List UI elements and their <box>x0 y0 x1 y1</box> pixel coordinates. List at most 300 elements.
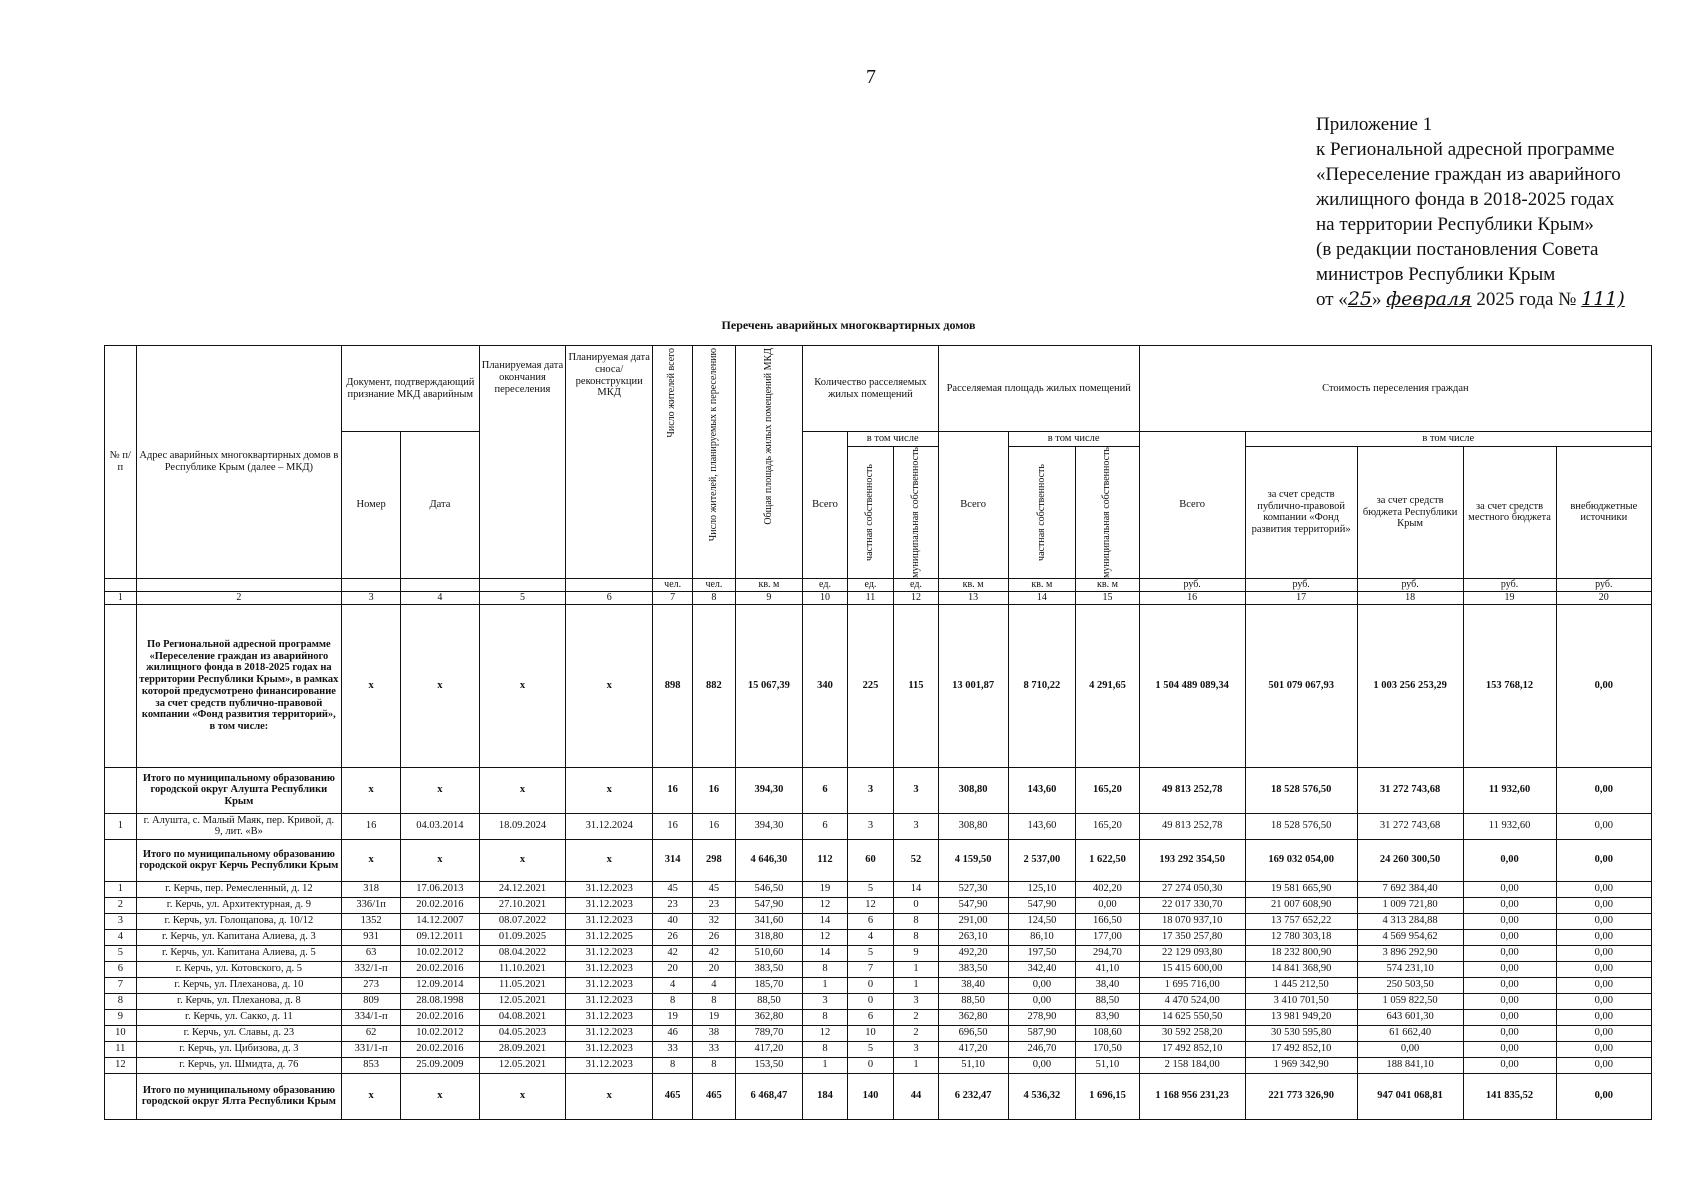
table-cell: 18 232 800,90 <box>1245 945 1357 961</box>
table-cell: 22 129 093,80 <box>1139 945 1245 961</box>
header-residents: Число жителей всего <box>666 348 678 438</box>
table-cell: 1 059 822,50 <box>1357 993 1463 1009</box>
table-cell: 31.12.2023 <box>566 1025 653 1041</box>
table-cell: 16 <box>693 813 735 839</box>
table-cell: 32 <box>693 913 735 929</box>
table-cell: 0,00 <box>1463 1041 1556 1057</box>
table-cell: 08.07.2022 <box>479 913 566 929</box>
table-cell: 931 <box>342 929 401 945</box>
table-row <box>105 1057 1652 1073</box>
table-cell: 14 625 550,50 <box>1139 1009 1245 1025</box>
table-cell: 308,80 <box>938 767 1008 813</box>
table-cell: 402,20 <box>1076 881 1140 897</box>
column-number: 3 <box>342 591 401 604</box>
table-cell: 31.12.2023 <box>566 1041 653 1057</box>
table-cell: 6 <box>803 813 847 839</box>
table-cell: 341,60 <box>735 913 803 929</box>
table-cell: 6 <box>803 767 847 813</box>
table-cell: 0,00 <box>1556 897 1651 913</box>
table-cell: 124,50 <box>1008 913 1076 929</box>
table-cell: 3 <box>105 913 137 929</box>
table-cell: 25.09.2009 <box>401 1057 479 1073</box>
table-cell: x <box>342 839 401 881</box>
unit-cell: ед. <box>847 578 894 591</box>
table-cell: 291,00 <box>938 913 1008 929</box>
unit-cell: кв. м <box>735 578 803 591</box>
table-cell: 8 <box>105 993 137 1009</box>
table-cell: 19 581 665,90 <box>1245 881 1357 897</box>
table-cell: 108,60 <box>1076 1025 1140 1041</box>
header-cost: Стоимость переселения граждан <box>1139 346 1651 432</box>
column-number: 18 <box>1357 591 1463 604</box>
header-area-including: в том числе <box>1008 432 1139 447</box>
table-cell: 1 504 489 089,34 <box>1139 604 1245 767</box>
table-cell: 16 <box>693 767 735 813</box>
address-cell: г. Керчь, ул. Плеханова, д. 8 <box>136 993 341 1009</box>
table-cell: 0,00 <box>1463 1025 1556 1041</box>
table-cell: 19 <box>803 881 847 897</box>
table-cell: 0,00 <box>1556 1009 1651 1025</box>
table-cell: 510,60 <box>735 945 803 961</box>
table-cell: 0,00 <box>1556 813 1651 839</box>
table-cell: 789,70 <box>735 1025 803 1041</box>
table-cell: 45 <box>693 881 735 897</box>
table-cell: 17 492 852,10 <box>1139 1041 1245 1057</box>
unit-cell: руб. <box>1357 578 1463 591</box>
address-cell: По Региональной адресной программе «Переселение граждан из аварийного жилищного фонда в 2018-2025 годах на территории Республики Крым», в рамках которой предусмотрено финансирование за счет средств публично-правовой компании «Фонд развития территорий», в том числе: <box>136 604 341 767</box>
table-cell: 20.02.2016 <box>401 897 479 913</box>
unit-cell: руб. <box>1556 578 1651 591</box>
table-cell: 0,00 <box>1556 929 1651 945</box>
table-cell: 8 <box>894 913 938 929</box>
table-cell: 45 <box>653 881 693 897</box>
header-cost-total: Всего <box>1139 432 1245 579</box>
table-cell: 23 <box>693 897 735 913</box>
table-cell: 18 528 576,50 <box>1245 767 1357 813</box>
table-cell: 193 292 354,50 <box>1139 839 1245 881</box>
table-cell: 31.12.2023 <box>566 897 653 913</box>
table-cell: 527,30 <box>938 881 1008 897</box>
appendix-line: к Региональной адресной программе <box>1316 139 1615 160</box>
table-cell: 42 <box>653 945 693 961</box>
table-cell: x <box>566 1073 653 1119</box>
table-cell: 2 <box>105 897 137 913</box>
table-cell: 314 <box>653 839 693 881</box>
handwritten-month: февраля <box>1386 288 1472 310</box>
column-number: 13 <box>938 591 1008 604</box>
table-cell: 20 <box>653 961 693 977</box>
table-cell: 26 <box>653 929 693 945</box>
address-cell: г. Керчь, ул. Плеханова, д. 10 <box>136 977 341 993</box>
address-cell: г. Алушта, с. Малый Маяк, пер. Кривой, д. 9, лит. «В» <box>136 813 341 839</box>
address-cell: г. Керчь, ул. Шмидта, д. 76 <box>136 1057 341 1073</box>
column-number: 14 <box>1008 591 1076 604</box>
header-num: № п/ п <box>105 346 137 579</box>
header-resettled-area: Расселяемая площадь жилых помещений <box>938 346 1139 432</box>
table-cell: 12 <box>803 897 847 913</box>
table-cell: 4 <box>693 977 735 993</box>
date-prefix: от « <box>1316 289 1348 310</box>
table-cell: 340 <box>803 604 847 767</box>
table-cell: 51,10 <box>1076 1057 1140 1073</box>
table-cell: 11 932,60 <box>1463 813 1556 839</box>
table-cell: 13 001,87 <box>938 604 1008 767</box>
table-cell: 09.12.2011 <box>401 929 479 945</box>
table-cell: 417,20 <box>938 1041 1008 1057</box>
table-cell: 947 041 068,81 <box>1357 1073 1463 1119</box>
table-cell: 0,00 <box>1556 913 1651 929</box>
table-cell: 27 274 050,30 <box>1139 881 1245 897</box>
table-cell: 898 <box>653 604 693 767</box>
table-cell: x <box>479 1073 566 1119</box>
table-cell: 0,00 <box>1357 1041 1463 1057</box>
table-body <box>105 604 1652 1119</box>
table-cell: 38,40 <box>1076 977 1140 993</box>
table-cell: 22 017 330,70 <box>1139 897 1245 913</box>
header-document: Документ, подтверждающий признание МКД аварийным <box>342 346 480 432</box>
table-cell: 19 <box>653 1009 693 1025</box>
table-cell: 4 <box>653 977 693 993</box>
table-cell: 18.09.2024 <box>479 813 566 839</box>
table-row <box>105 945 1652 961</box>
date-mid: » <box>1372 289 1387 310</box>
table-cell: 334/1-п <box>342 1009 401 1025</box>
table-cell: 16 <box>653 767 693 813</box>
table-cell: 115 <box>894 604 938 767</box>
table-cell: 14.12.2007 <box>401 913 479 929</box>
table-cell: 88,50 <box>1076 993 1140 1009</box>
table-cell: 0,00 <box>1463 977 1556 993</box>
table-cell: 0,00 <box>1463 897 1556 913</box>
table-cell: 9 <box>894 945 938 961</box>
table-cell: 2 537,00 <box>1008 839 1076 881</box>
table-cell: 170,50 <box>1076 1041 1140 1057</box>
address-cell: г. Керчь, ул. Цибизова, д. 3 <box>136 1041 341 1057</box>
table-cell: 21 007 608,90 <box>1245 897 1357 913</box>
table-cell: 18 070 937,10 <box>1139 913 1245 929</box>
table-cell: 587,90 <box>1008 1025 1076 1041</box>
table-cell: 5 <box>847 945 894 961</box>
table-subtotal-row <box>105 604 1652 767</box>
table-cell <box>105 1073 137 1119</box>
table-cell: 4 291,65 <box>1076 604 1140 767</box>
address-cell: г. Керчь, ул. Сакко, д. 11 <box>136 1009 341 1025</box>
address-cell: г. Керчь, ул. Архитектурная, д. 9 <box>136 897 341 913</box>
table-cell: 882 <box>693 604 735 767</box>
table-cell: 0 <box>894 897 938 913</box>
column-number: 20 <box>1556 591 1651 604</box>
table-cell: x <box>342 604 401 767</box>
address-cell: г. Керчь, ул. Славы, д. 23 <box>136 1025 341 1041</box>
table-cell: 225 <box>847 604 894 767</box>
table-cell: 31 272 743,68 <box>1357 767 1463 813</box>
column-number: 1 <box>105 591 137 604</box>
table-cell: 1 445 212,50 <box>1245 977 1357 993</box>
table-cell: 177,00 <box>1076 929 1140 945</box>
table-cell: 8 <box>803 1009 847 1025</box>
table-cell: 12 <box>803 1025 847 1041</box>
table-cell: 12 780 303,18 <box>1245 929 1357 945</box>
table-cell: 1 <box>803 1057 847 1073</box>
table-subtotal-row <box>105 1073 1652 1119</box>
table-cell: 5 <box>847 1041 894 1057</box>
table-cell: 2 158 184,00 <box>1139 1057 1245 1073</box>
table-cell: 3 <box>803 993 847 1009</box>
table-cell: 6 <box>105 961 137 977</box>
address-cell: г. Керчь, ул. Капитана Алиева, д. 3 <box>136 929 341 945</box>
buildings-table <box>104 345 1652 1120</box>
column-number: 12 <box>894 591 938 604</box>
table-cell: 465 <box>653 1073 693 1119</box>
table-cell: 169 032 054,00 <box>1245 839 1357 881</box>
table-row <box>105 813 1652 839</box>
column-number: 7 <box>653 591 693 604</box>
table-cell: 17.06.2013 <box>401 881 479 897</box>
header-address: Адрес аварийных многоквартирных домов в Республике Крым (далее – МКД) <box>136 346 341 579</box>
table-cell: 01.09.2025 <box>479 929 566 945</box>
table-cell: 0,00 <box>1556 945 1651 961</box>
table-cell: 17 350 257,80 <box>1139 929 1245 945</box>
table-cell: 49 813 252,78 <box>1139 813 1245 839</box>
table-cell: 4 159,50 <box>938 839 1008 881</box>
appendix-block <box>1316 112 1676 312</box>
header-planned-end: Планируемая дата окончания переселения <box>479 346 566 579</box>
table-cell: 31.12.2023 <box>566 1057 653 1073</box>
table-cell: 1 <box>105 813 137 839</box>
appendix-line: жилищного фонда в 2018-2025 годах <box>1316 189 1615 210</box>
table-cell: 20.02.2016 <box>401 1041 479 1057</box>
table-cell: 6 468,47 <box>735 1073 803 1119</box>
table-cell: 1 969 342,90 <box>1245 1057 1357 1073</box>
table-cell: 0,00 <box>1556 1041 1651 1057</box>
table-cell: 04.03.2014 <box>401 813 479 839</box>
table-cell: 0,00 <box>1556 1025 1651 1041</box>
table-cell: 11.05.2021 <box>479 977 566 993</box>
table-cell: 7 <box>847 961 894 977</box>
table-cell: 2 <box>894 1025 938 1041</box>
table-cell: x <box>566 767 653 813</box>
table-cell: 51,10 <box>938 1057 1008 1073</box>
table-cell: 27.10.2021 <box>479 897 566 913</box>
table-subtotal-row <box>105 767 1652 813</box>
address-cell: г. Керчь, ул. Капитана Алиева, д. 5 <box>136 945 341 961</box>
address-cell: Итого по муниципальному образованию городской округ Алушта Республики Крым <box>136 767 341 813</box>
table-cell: 0,00 <box>1463 929 1556 945</box>
table-cell: 1 <box>894 961 938 977</box>
table-row <box>105 913 1652 929</box>
table-cell: 166,50 <box>1076 913 1140 929</box>
table-cell: 11 <box>105 1041 137 1057</box>
table-cell: 0,00 <box>1556 604 1651 767</box>
table-cell: 31.12.2024 <box>566 813 653 839</box>
table-cell: 1 <box>803 977 847 993</box>
table-cell: 12.05.2021 <box>479 1057 566 1073</box>
table-cell: 31.12.2023 <box>566 977 653 993</box>
table-cell: 143,60 <box>1008 767 1076 813</box>
table-cell: 0,00 <box>1463 1009 1556 1025</box>
column-number: 4 <box>401 591 479 604</box>
table-cell: 44 <box>894 1073 938 1119</box>
table-cell: x <box>401 839 479 881</box>
table-cell: 5 <box>105 945 137 961</box>
table-cell: 165,20 <box>1076 767 1140 813</box>
header-doc-date: Дата <box>401 432 479 579</box>
table-cell: 0,00 <box>1463 839 1556 881</box>
table-cell: 8 <box>894 929 938 945</box>
table-cell: 38 <box>693 1025 735 1041</box>
table-cell: x <box>566 839 653 881</box>
header-rooms-private: частная собственность <box>864 463 876 561</box>
table-cell: 20.02.2016 <box>401 1009 479 1025</box>
table-cell: 0 <box>847 977 894 993</box>
header-area-private: частная собственность <box>1035 463 1047 561</box>
column-number: 9 <box>735 591 803 604</box>
table-row <box>105 961 1652 977</box>
table-cell: 28.08.1998 <box>401 993 479 1009</box>
table-cell: 8 <box>693 1057 735 1073</box>
table-cell: 165,20 <box>1076 813 1140 839</box>
table-cell: 141 835,52 <box>1463 1073 1556 1119</box>
table-cell: 547,90 <box>735 897 803 913</box>
table-cell: 16 <box>653 813 693 839</box>
header-area-total: Всего <box>938 432 1008 579</box>
column-number: 5 <box>479 591 566 604</box>
table-cell: x <box>401 604 479 767</box>
table-cell <box>105 767 137 813</box>
table-cell: 28.09.2021 <box>479 1041 566 1057</box>
table-cell: 153 768,12 <box>1463 604 1556 767</box>
header-rooms-municipal: муниципальная собственность <box>909 447 921 578</box>
table-cell: 546,50 <box>735 881 803 897</box>
table-cell: 332/1-п <box>342 961 401 977</box>
table-cell: 31.12.2023 <box>566 881 653 897</box>
table-cell: 30 592 258,20 <box>1139 1025 1245 1041</box>
table-cell: 04.05.2023 <box>479 1025 566 1041</box>
table-cell: 336/1п <box>342 897 401 913</box>
table-cell: 6 <box>847 913 894 929</box>
table-cell: 14 841 368,90 <box>1245 961 1357 977</box>
table-cell: 140 <box>847 1073 894 1119</box>
table-cell: 8 <box>693 993 735 1009</box>
table-cell: 10.02.2012 <box>401 945 479 961</box>
table-cell: 88,50 <box>735 993 803 1009</box>
table-cell: 246,70 <box>1008 1041 1076 1057</box>
table-cell: 18 528 576,50 <box>1245 813 1357 839</box>
header-rooms-including: в том числе <box>847 432 938 447</box>
table-cell: 26 <box>693 929 735 945</box>
table-cell: x <box>479 767 566 813</box>
table-cell: 83,90 <box>1076 1009 1140 1025</box>
table-row <box>105 1041 1652 1057</box>
table-cell: 3 <box>894 813 938 839</box>
table-cell: 17 492 852,10 <box>1245 1041 1357 1057</box>
table-cell: 7 <box>105 977 137 993</box>
table-cell: 547,90 <box>1008 897 1076 913</box>
table-cell: 0,00 <box>1556 961 1651 977</box>
unit-cell: чел. <box>653 578 693 591</box>
table-cell: 0,00 <box>1463 993 1556 1009</box>
table-cell: 13 981 949,20 <box>1245 1009 1357 1025</box>
header-cost-including: в том числе <box>1245 432 1651 447</box>
header-row-1 <box>105 346 1652 432</box>
table-cell: 6 232,47 <box>938 1073 1008 1119</box>
table-cell: x <box>566 604 653 767</box>
table-cell: 492,20 <box>938 945 1008 961</box>
table-cell: 31.12.2025 <box>566 929 653 945</box>
table-cell: 24.12.2021 <box>479 881 566 897</box>
table-cell: 31 272 743,68 <box>1357 813 1463 839</box>
table-cell: x <box>401 767 479 813</box>
table-cell: 04.08.2021 <box>479 1009 566 1025</box>
unit-cell: руб. <box>1139 578 1245 591</box>
table-cell: 853 <box>342 1057 401 1073</box>
header-fund: за счет средств публично-правовой компании «Фонд развития территорий» <box>1245 447 1357 579</box>
table-cell: 0,00 <box>1556 1073 1651 1119</box>
table-cell: 88,50 <box>938 993 1008 1009</box>
table-cell: 0,00 <box>1463 961 1556 977</box>
table-cell: 63 <box>342 945 401 961</box>
unit-cell: кв. м <box>938 578 1008 591</box>
page-number: 7 <box>866 66 876 88</box>
table-cell: 112 <box>803 839 847 881</box>
table-cell: 1 <box>105 881 137 897</box>
table-cell: 0,00 <box>1008 977 1076 993</box>
table-cell: 1 <box>894 977 938 993</box>
table-cell: 14 <box>803 945 847 961</box>
header-residents-planned: Число жителей, планируемых к переселению <box>707 348 719 542</box>
column-number: 11 <box>847 591 894 604</box>
column-number: 10 <box>803 591 847 604</box>
table-cell: 4 536,32 <box>1008 1073 1076 1119</box>
table-cell: 31.12.2023 <box>566 993 653 1009</box>
table-cell: 417,20 <box>735 1041 803 1057</box>
table-cell: 4 569 954,62 <box>1357 929 1463 945</box>
table-cell: 221 773 326,90 <box>1245 1073 1357 1119</box>
appendix-date-line <box>1316 287 1676 312</box>
table-cell: 153,50 <box>735 1057 803 1073</box>
table-cell: 8 <box>803 1041 847 1057</box>
address-cell: г. Керчь, пер. Ремесленный, д. 12 <box>136 881 341 897</box>
table-cell: 1 009 721,80 <box>1357 897 1463 913</box>
table-cell: 1 168 956 231,23 <box>1139 1073 1245 1119</box>
table-cell: 0,00 <box>1463 1057 1556 1073</box>
table-cell: 318,80 <box>735 929 803 945</box>
table-cell: 11 932,60 <box>1463 767 1556 813</box>
table-cell: 41,10 <box>1076 961 1140 977</box>
table-cell: 501 079 067,93 <box>1245 604 1357 767</box>
unit-cell: руб. <box>1245 578 1357 591</box>
header-area-municipal: муниципальная собственность <box>1101 447 1113 578</box>
table-cell: 3 <box>894 993 938 1009</box>
table-cell: 2 <box>894 1009 938 1025</box>
table-cell: 10.02.2012 <box>401 1025 479 1041</box>
address-cell: Итого по муниципальному образованию городской округ Ялта Республики Крым <box>136 1073 341 1119</box>
table-cell: 3 <box>894 767 938 813</box>
table-cell: 3 <box>847 767 894 813</box>
table-cell: 4 470 524,00 <box>1139 993 1245 1009</box>
table-cell: 0,00 <box>1556 1057 1651 1073</box>
unit-cell: кв. м <box>1076 578 1140 591</box>
address-cell: г. Керчь, ул. Голощапова, д. 10/12 <box>136 913 341 929</box>
unit-cell: ед. <box>894 578 938 591</box>
table-cell: 9 <box>105 1009 137 1025</box>
header-rooms-count: Количество расселяемых жилых помещений <box>803 346 938 432</box>
table-cell: x <box>342 767 401 813</box>
header-planned-demolition: Планируемая дата сноса/ реконструкции МКД <box>566 346 653 579</box>
table-cell: 263,10 <box>938 929 1008 945</box>
table-cell: 23 <box>653 897 693 913</box>
table-row <box>105 993 1652 1009</box>
